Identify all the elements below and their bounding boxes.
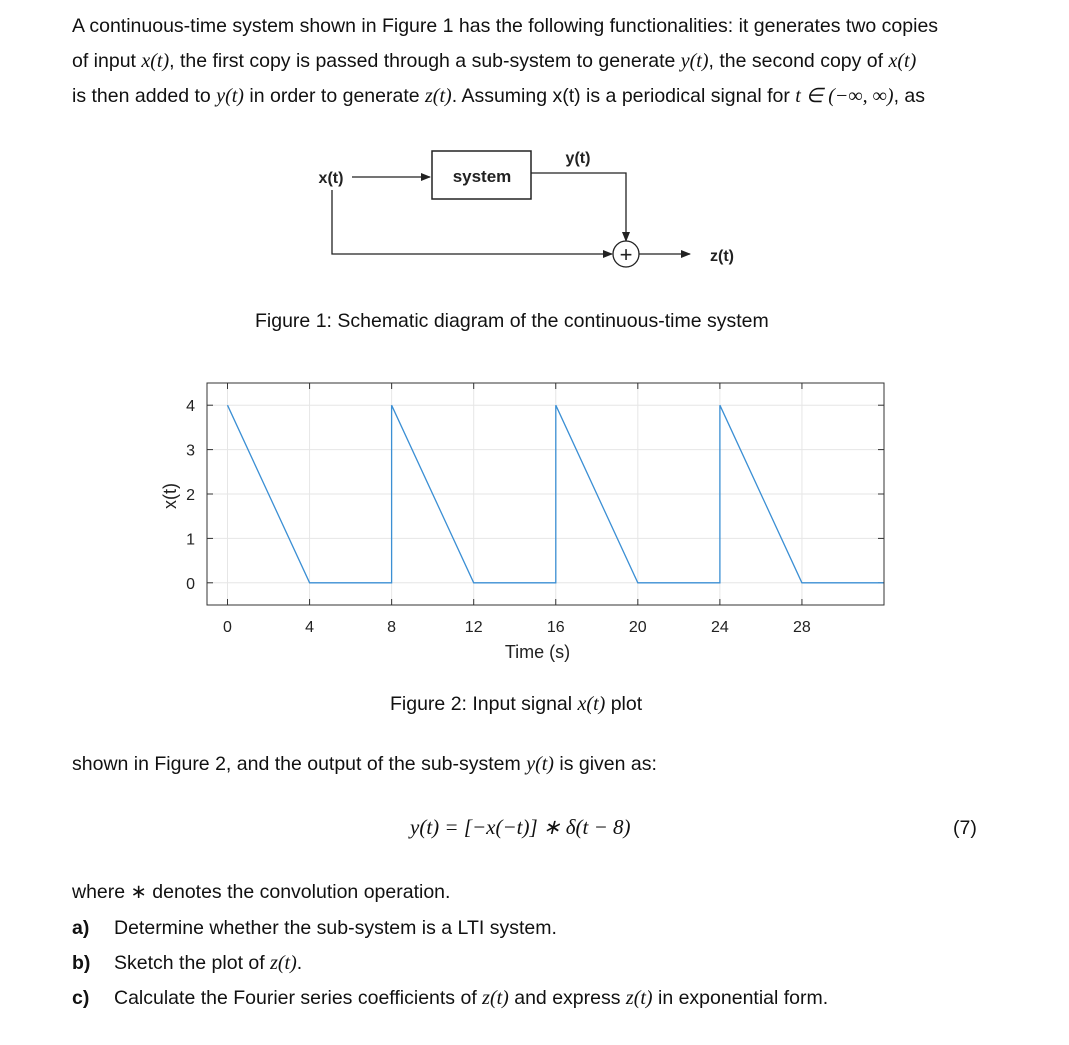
- y-tick-label: 1: [186, 531, 195, 549]
- question-a: a) Determine whether the sub-system is a LTI system.: [72, 917, 557, 939]
- y-tick-label: 4: [186, 398, 195, 416]
- intro-line-2: of input x(t), the first copy is passed through a sub-system to generate y(t), the second copy of x(t): [72, 50, 917, 72]
- after-figure-text: shown in Figure 2, and the output of the sub-system y(t) is given as:: [72, 753, 657, 775]
- input-label: x(t): [318, 170, 344, 187]
- intro-line-1: A continuous-time system shown in Figure 1 has the following functionalities: it generates two copies: [72, 15, 939, 37]
- x-tick-label: 24: [710, 619, 729, 636]
- equation-number: (7): [953, 817, 977, 839]
- x-tick-label: 4: [305, 619, 315, 636]
- question-c: c) Calculate the Fourier series coefficients of z(t) and express z(t) in exponential form.: [72, 987, 829, 1009]
- figure2-caption: Figure 2: Input signal x(t) plot: [390, 693, 643, 715]
- question-b: b) Sketch the plot of z(t).: [72, 952, 303, 974]
- system-output-line: [531, 173, 626, 241]
- adder-symbol: +: [619, 242, 633, 267]
- system-output-label: y(t): [565, 150, 591, 167]
- output-label: z(t): [710, 248, 734, 265]
- x-tick-label: 0: [223, 619, 232, 636]
- x-tick-label: 20: [628, 619, 647, 636]
- y-tick-label: 0: [186, 575, 195, 593]
- input-signal-chart: [140, 370, 900, 670]
- x-tick-label: 8: [387, 619, 397, 636]
- system-block-label: system: [452, 167, 512, 186]
- y-tick-label: 3: [186, 442, 195, 460]
- x-axis-label: Time (s): [504, 642, 571, 662]
- figure1-caption: Figure 1: Schematic diagram of the continuous-time system: [255, 310, 769, 332]
- equation-body: y(t) = [−x(−t)] ∗ δ(t − 8): [410, 815, 631, 839]
- x-tick-label: 28: [793, 619, 811, 636]
- y-tick-label: 2: [186, 487, 195, 504]
- y-axis-label: x(t): [160, 483, 180, 509]
- intro-line-3: is then added to y(t) in order to generate z(t). Assuming x(t) is a periodical signal for t ∈ (−∞, ∞), as: [72, 85, 925, 107]
- x-tick-label: 12: [464, 619, 483, 636]
- block-diagram: [0, 130, 1069, 290]
- where-text: where ∗ denotes the convolution operation.: [72, 881, 451, 903]
- x-tick-label: 16: [546, 619, 565, 636]
